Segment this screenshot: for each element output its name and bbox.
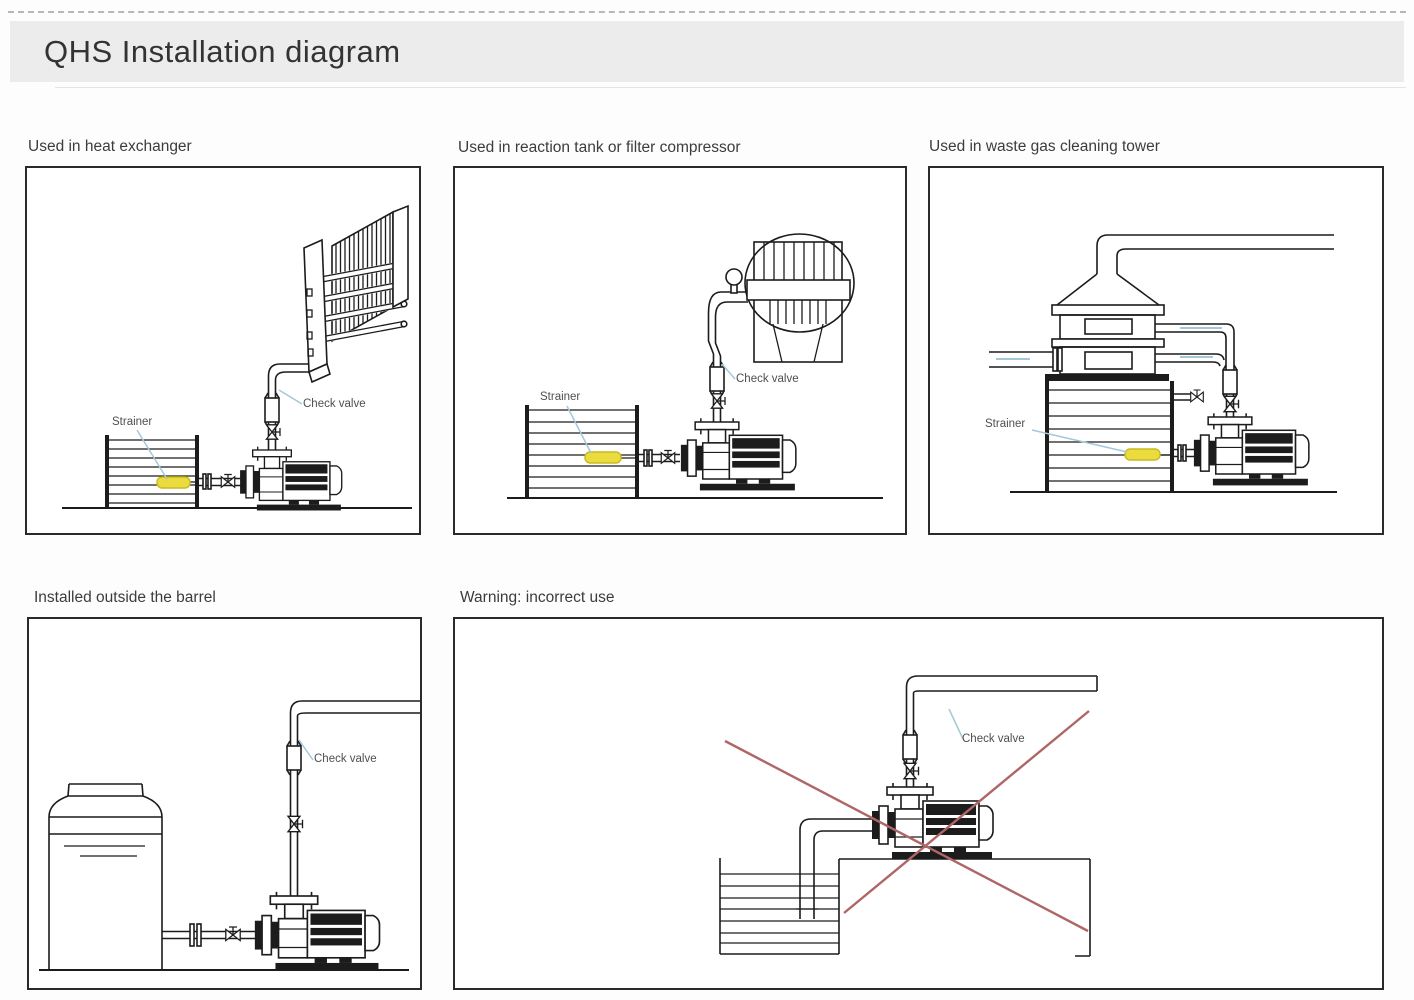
page-title: QHS Installation diagram bbox=[44, 34, 401, 69]
pump bbox=[255, 892, 380, 970]
waste-gas-tower-illustration bbox=[930, 168, 1382, 533]
inlet-pipe bbox=[989, 348, 1062, 371]
strainer bbox=[585, 452, 621, 463]
check-valve-label: Check valve bbox=[303, 398, 366, 410]
outside-barrel-illustration bbox=[29, 619, 420, 988]
pump bbox=[240, 447, 342, 511]
header-underline bbox=[55, 87, 1406, 88]
suction-pipe bbox=[1174, 445, 1194, 461]
check-valve-leader-line bbox=[279, 390, 302, 404]
panel-outside-barrel bbox=[27, 617, 422, 990]
caption-warning: Warning: incorrect use bbox=[460, 589, 615, 606]
pressure-gauge bbox=[726, 269, 742, 285]
liquid-tank bbox=[720, 858, 839, 954]
liquid-tank bbox=[1045, 381, 1174, 492]
check-valve bbox=[903, 730, 917, 764]
filter-press bbox=[745, 234, 854, 362]
supply-tank bbox=[105, 435, 199, 509]
heat-exchanger-illustration bbox=[27, 168, 419, 533]
recirculation-duct bbox=[1155, 324, 1234, 372]
panel-warning bbox=[453, 617, 1384, 990]
check-valve-label: Check valve bbox=[962, 733, 1025, 745]
panel-heat-exchanger bbox=[25, 166, 421, 535]
page-top-dashed-line bbox=[8, 11, 1406, 13]
cleaning-tower bbox=[1045, 235, 1334, 381]
discharge-pipe bbox=[907, 676, 1098, 787]
suction-pipe bbox=[162, 924, 255, 946]
discharge-pipe bbox=[709, 269, 749, 422]
strainer-label: Strainer bbox=[985, 418, 1026, 430]
check-valve bbox=[287, 741, 301, 775]
reaction-tank-illustration bbox=[455, 168, 905, 533]
check-valve-label: Check valve bbox=[314, 753, 377, 765]
warning-illustration bbox=[455, 619, 1382, 988]
discharge-pipe bbox=[291, 701, 421, 896]
suction-pipe bbox=[199, 474, 243, 489]
panel-waste-gas-tower bbox=[928, 166, 1384, 535]
strainer-leader-line bbox=[137, 430, 167, 479]
liquid-level-lines bbox=[64, 846, 145, 856]
suction-pipe bbox=[639, 450, 680, 466]
caption-waste-gas-tower: Used in waste gas cleaning tower bbox=[929, 138, 1160, 155]
strainer-leader-line bbox=[567, 406, 591, 453]
drain-faucet bbox=[1174, 390, 1203, 402]
caption-heat-exchanger: Used in heat exchanger bbox=[28, 138, 192, 155]
strainer-label: Strainer bbox=[112, 416, 153, 428]
strainer bbox=[157, 477, 190, 488]
check-valve-label: Check valve bbox=[736, 373, 799, 385]
check-valve-leader-line bbox=[949, 709, 963, 739]
pump bbox=[1194, 413, 1309, 485]
strainer-label: Strainer bbox=[540, 391, 581, 403]
caption-reaction-tank: Used in reaction tank or filter compressor bbox=[458, 139, 741, 156]
panel-reaction-tank bbox=[453, 166, 907, 535]
barrel bbox=[49, 784, 162, 970]
pump bbox=[872, 783, 993, 859]
caption-outside-barrel: Installed outside the barrel bbox=[34, 589, 216, 606]
check-valve bbox=[1223, 365, 1237, 399]
check-valve bbox=[710, 362, 724, 396]
strainer bbox=[1125, 449, 1160, 460]
mounting-table bbox=[839, 859, 1090, 956]
supply-tank bbox=[525, 405, 639, 498]
header-bar bbox=[10, 21, 1404, 82]
pump bbox=[681, 418, 796, 490]
heat-exchanger-coil bbox=[304, 206, 408, 382]
check-valve bbox=[265, 393, 279, 427]
